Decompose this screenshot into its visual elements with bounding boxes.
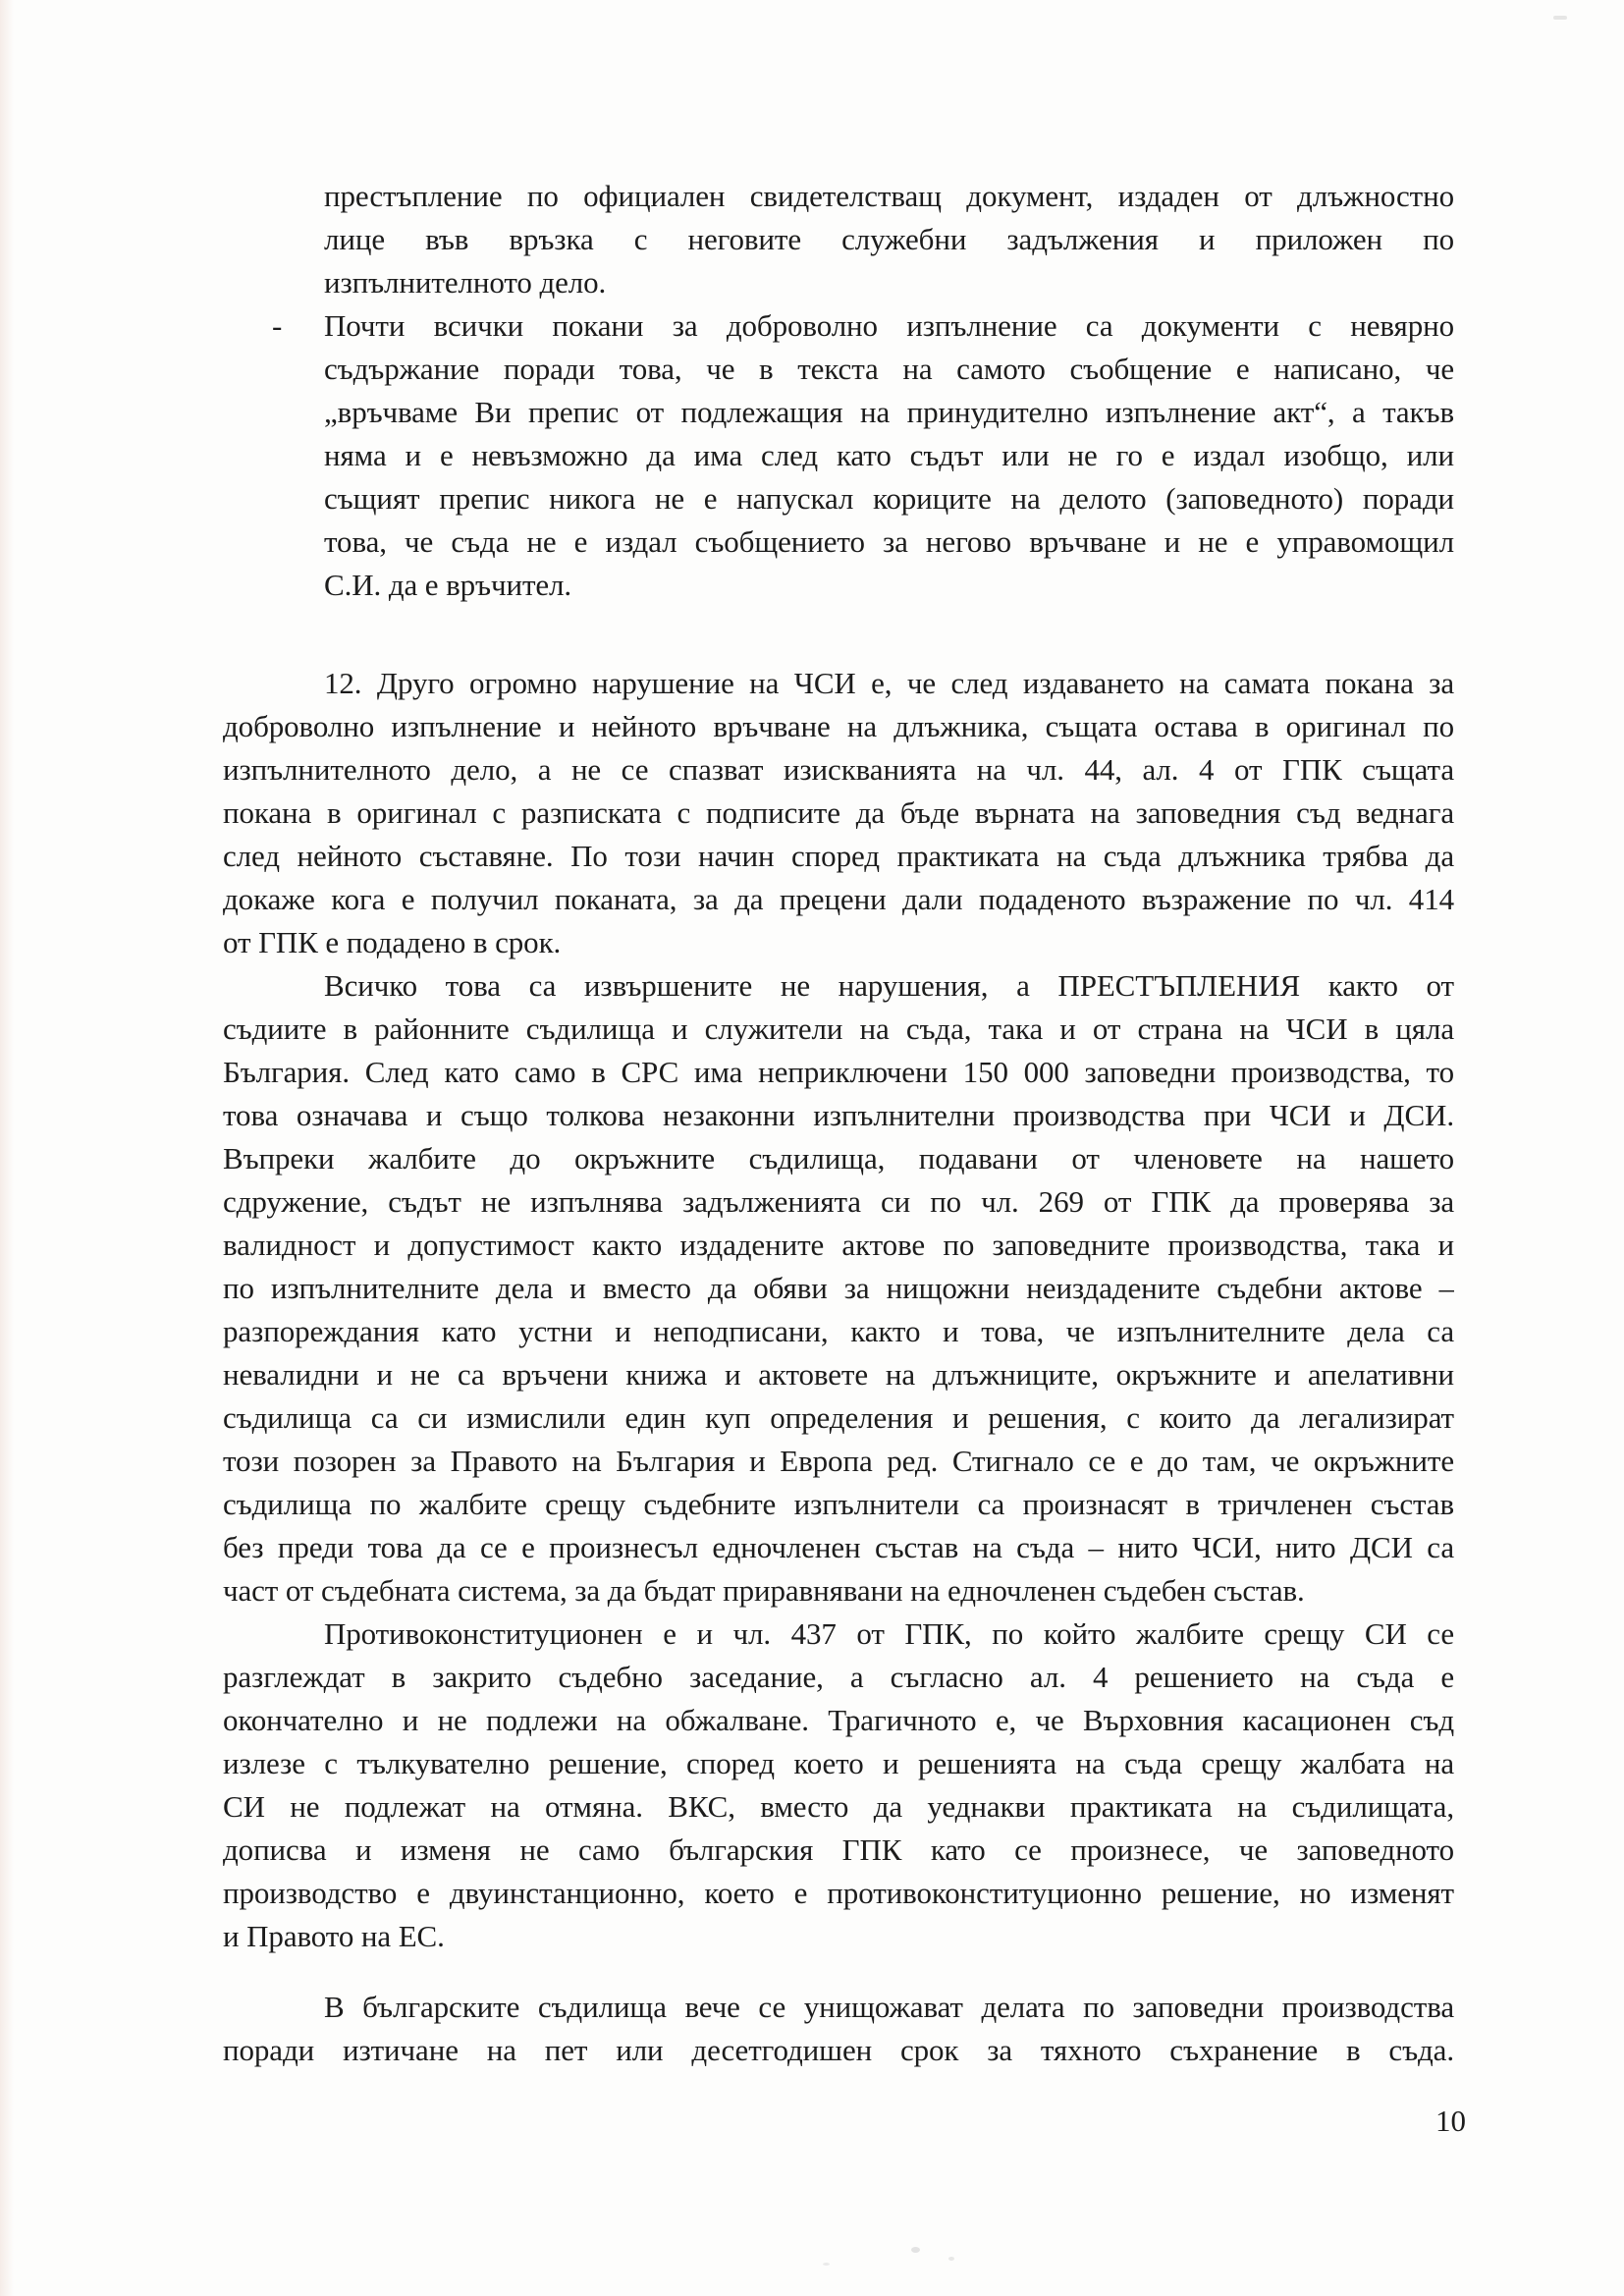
scan-speck: [948, 2257, 954, 2261]
text-line: В българските съдилища вече се унищожават делата по заповедни производства: [324, 1990, 1454, 2024]
scan-speck: [911, 2247, 920, 2253]
scan-speck: [823, 2263, 830, 2266]
text-line: съдилища са си измислили един куп определения и решения, с които да легализират: [223, 1400, 1454, 1435]
text-line: СИ не подлежат на отмяна. ВКС, вместо да уеднакви практиката на съдилищата,: [223, 1789, 1454, 1824]
paragraph-gap: [223, 1958, 1454, 1986]
document-text-block: [223, 175, 1454, 2072]
text-line: доброволно изпълнение и нейното връчване на длъжника, същата остава в оригинал по: [223, 709, 1454, 743]
text-line: изпълнителното дело.: [324, 265, 607, 300]
text-line: производство е двуинстанционно, което е противоконституционно решение, но изменят: [223, 1876, 1454, 1910]
text-line: по изпълнителните дела и вместо да обяви за нищожни неиздадените съдебни актове –: [223, 1271, 1454, 1305]
text-line: валидност и допустимост както издадените актове по заповедните производства, така и: [223, 1228, 1454, 1262]
text-line: „връчваме Ви препис от подлежащия на принудително изпълнение акт“, а такъв: [324, 395, 1454, 429]
paragraph: [324, 175, 1454, 304]
text-line: този позорен за Правото на България и Европа ред. Стигнало се е до там, че окръжните: [223, 1444, 1454, 1478]
text-line: съдиите в районните съдилища и служители на съда, така и от страна на ЧСИ в цяла: [223, 1011, 1454, 1046]
paragraph-gap: [223, 607, 1454, 662]
text-line: съдържание поради това, че в текста на самото съобщение е написано, че: [324, 352, 1454, 386]
text-line: част от съдебната система, за да бъдат приравнявани на едночленен съдебен състав.: [223, 1573, 1305, 1608]
text-line: покана в оригинал с разписката с подписите да бъде върната на заповедния съд веднага: [223, 795, 1454, 830]
text-line: 12. Друго огромно нарушение на ЧСИ е, че след издаването на самата покана за: [324, 666, 1454, 700]
paragraph: [223, 1986, 1454, 2072]
text-line: разпореждания като устни и неподписани, както и това, че изпълнителните дела са: [223, 1314, 1454, 1348]
text-line: разглеждат в закрито съдебно заседание, а съгласно ал. 4 решението на съда е: [223, 1660, 1454, 1694]
text-line: това означава и също толкова незаконни изпълнителни производства при ЧСИ и ДСИ.: [223, 1098, 1454, 1132]
paragraph: [223, 662, 1454, 964]
text-line: Противоконституционен е и чл. 437 от ГПК, по който жалбите срещу СИ се: [324, 1616, 1454, 1651]
text-line: от ГПК е подадено в срок.: [223, 925, 562, 959]
text-line: това, че съда не е издал съобщението за негово връчване и не е управомощил: [324, 524, 1454, 559]
bullet-marker: -: [272, 308, 283, 343]
text-line: изпълнителното дело, а не се спазват изискванията на чл. 44, ал. 4 от ГПК същата: [223, 752, 1454, 787]
scan-speck: [1553, 16, 1567, 20]
paragraph: [223, 964, 1454, 1613]
scan-edge-shadow: [0, 0, 14, 2296]
page-number: 10: [1435, 2104, 1466, 2138]
text-line: същият препис никога не е напускал кориците на делото (заповедното) поради: [324, 481, 1454, 516]
text-line: след нейното съставяне. По този начин според практиката на съда длъжника трябва да: [223, 839, 1454, 873]
text-line: съдилища по жалбите срещу съдебните изпълнители са произнасят в тричленен състав: [223, 1487, 1454, 1521]
text-line: излезе с тълкувателно решение, според което и решенията на съда срещу жалбата на: [223, 1746, 1454, 1780]
text-line: и Правото на ЕС.: [223, 1919, 445, 1953]
text-line: без преди това да се е произнесъл едночленен състав на съда – нито ЧСИ, нито ДСИ са: [223, 1530, 1454, 1564]
text-line: Въпреки жалбите до окръжните съдилища, подавани от членовете на нашето: [223, 1141, 1454, 1175]
paragraph: [223, 1613, 1454, 1958]
text-line: престъпление по официален свидетелстващ документ, издаден от длъжностно: [324, 179, 1454, 213]
text-line: няма и е невъзможно да има след като съдът или не го е издал изобщо, или: [324, 438, 1454, 472]
text-line: окончателно и не подлежи на обжалване. Трагичното е, че Върховния касационен съд: [223, 1703, 1454, 1737]
text-line: С.И. да е връчител.: [324, 568, 572, 602]
text-line: поради изтичане на пет или десетгодишен срок за тяхното съхранение в съда.: [223, 2033, 1454, 2067]
text-line: невалидни и не са връчени книжа и актовете на длъжниците, окръжните и апелативни: [223, 1357, 1454, 1392]
text-line: докаже кога е получил поканата, за да прецени дали подаденото възражение по чл. 414: [223, 882, 1454, 916]
text-line: Всичко това са извършените не нарушения, а ПРЕСТЪПЛЕНИЯ както от: [324, 968, 1454, 1003]
text-line: България. След като само в СРС има неприключени 150 000 заповедни производства, то: [223, 1055, 1454, 1089]
paragraph: [272, 304, 1454, 607]
text-line: дописва и изменя не само българския ГПК като се произнесе, че заповедното: [223, 1832, 1454, 1867]
text-line: лице във връзка с неговите служебни задължения и приложен по: [324, 222, 1454, 256]
text-line: Почти всички покани за доброволно изпълнение са документи с невярно: [324, 308, 1454, 343]
text-line: сдружение, съдът не изпълнява задълженията си по чл. 269 от ГПК да проверява за: [223, 1184, 1454, 1219]
